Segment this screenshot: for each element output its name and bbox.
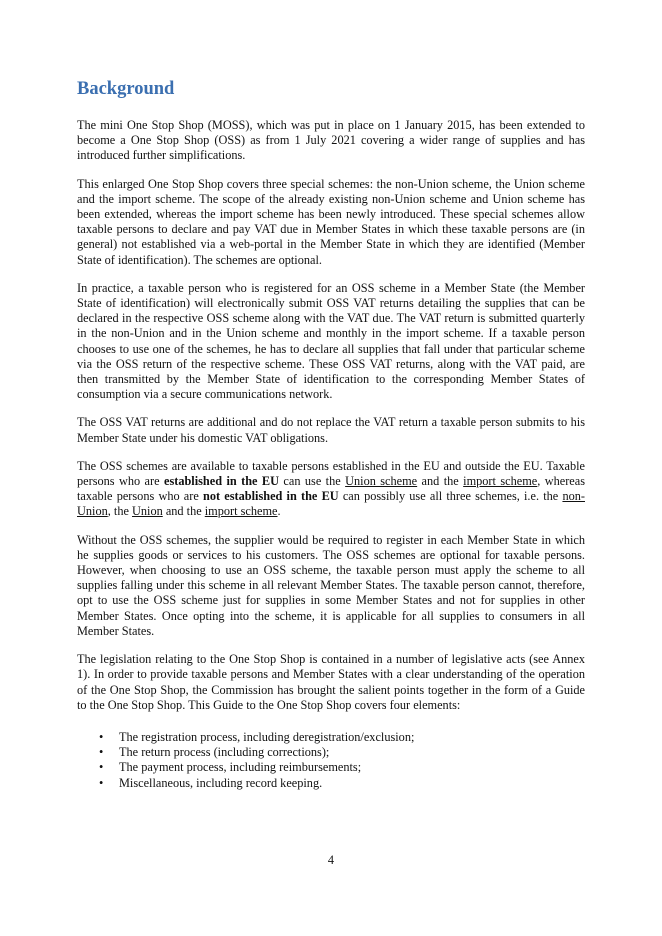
list-item	[77, 760, 585, 775]
paragraph-legislation: The legislation relating to the One Stop Shop is contained in a number of legislative acts (see Annex 1). In order to provide taxable persons and Member States with a clear understanding of the operation of the One Stop Shop, the Commission has brought the salient points together in the form of a Guide to the One Stop Shop. This Guide to the One Stop Shop covers four elements:	[77, 652, 585, 712]
text-run: , the	[107, 504, 132, 519]
underlined-non-union: non-Union	[77, 489, 585, 519]
underlined-import-scheme-2: import scheme	[204, 504, 278, 519]
paragraph-in-practice: In practice, a taxable person who is registered for an OSS scheme in a Member State (the Member State of identification) will electronically submit OSS VAT returns detailing the supplies that can be declared in the respective OSS scheme along with the VAT due. The VAT return is submitted quarterly in the non-Union and in the Union scheme and monthly in the import scheme. If a taxable person chooses to use one of the schemes, he has to declare all supplies that fall under that particular scheme via the OSS return of the respective scheme. These OSS VAT returns, along with the VAT paid, are then transmitted by the Member State of identification to the corresponding Member States of consumption via a secure communications network.	[77, 280, 585, 402]
list-item	[77, 730, 585, 745]
bullet-icon: •	[99, 745, 104, 760]
list-item-text: Miscellaneous, including record keeping.	[119, 775, 323, 790]
bold-not-established-in-eu: not established in the EU	[203, 489, 339, 504]
section-heading: Background	[77, 79, 175, 99]
paragraph-without-oss: Without the OSS schemes, the supplier would be required to register in each Member State in which he supplies goods or services to his customers. The OSS schemes are optional for taxable persons. However, when choosing to use an OSS scheme, the taxable person must apply the scheme to all supplies falling under this scheme in all relevant Member States. The taxable person cannot, therefore, opt to use the OSS scheme just for supplies in some Member States and not for supplies in other Member States. Once opting into the scheme, it is applicable for all supplies to consumers in all Member States.	[77, 532, 585, 638]
underlined-union: Union	[132, 504, 163, 519]
paragraph-oss-returns: The OSS VAT returns are additional and do not replace the VAT return a taxable person submits to his Member State under his domestic VAT obligations.	[77, 415, 585, 445]
text-run: , whereas taxable persons who are	[77, 474, 585, 504]
text-run: can possibly use all three schemes, i.e. the	[338, 489, 563, 504]
bold-established-in-eu: established in the EU	[163, 474, 280, 489]
page-number: 4	[327, 853, 335, 867]
list-item-text: The registration process, including deregistration/exclusion;	[119, 729, 415, 744]
bullet-icon: •	[99, 760, 104, 775]
underlined-import-scheme: import scheme	[463, 474, 538, 489]
list-item	[77, 776, 585, 791]
underlined-union-scheme: Union scheme	[345, 474, 418, 489]
text-run: and the	[162, 504, 205, 519]
text-run: and the	[417, 474, 464, 489]
paragraph-moss-intro: The mini One Stop Shop (MOSS), which was put in place on 1 January 2015, has been extended to become a One Stop Shop (OSS) as from 1 July 2021 covering a wider range of supplies and has introduced further simplifications.	[77, 118, 585, 163]
list-item-text: The return process (including corrections);	[119, 745, 330, 760]
elements-list	[77, 730, 585, 791]
text-run: can use the	[279, 474, 346, 489]
list-item-text: The payment process, including reimbursements;	[119, 760, 362, 775]
bullet-icon: •	[99, 775, 104, 790]
text-run: The OSS schemes are available to taxable persons established in the EU and outside the EU. Taxable persons who are	[77, 458, 585, 489]
document-page	[77, 78, 585, 791]
bullet-icon: •	[99, 729, 104, 744]
paragraph-availability	[77, 459, 585, 520]
text-run: .	[277, 504, 281, 519]
list-item	[77, 745, 585, 760]
paragraph-special-schemes: This enlarged One Stop Shop covers three special schemes: the non-Union scheme, the Union scheme and the import scheme. The scope of the already existing non-Union scheme and Union scheme has been extended, whereas the import scheme has been newly introduced. These special schemes allow taxable persons to declare and pay VAT due in Member States in which these taxable persons are (in general) not established via a web-portal in the Member State in which they are identified (Member State of identification). The schemes are optional.	[77, 176, 585, 267]
